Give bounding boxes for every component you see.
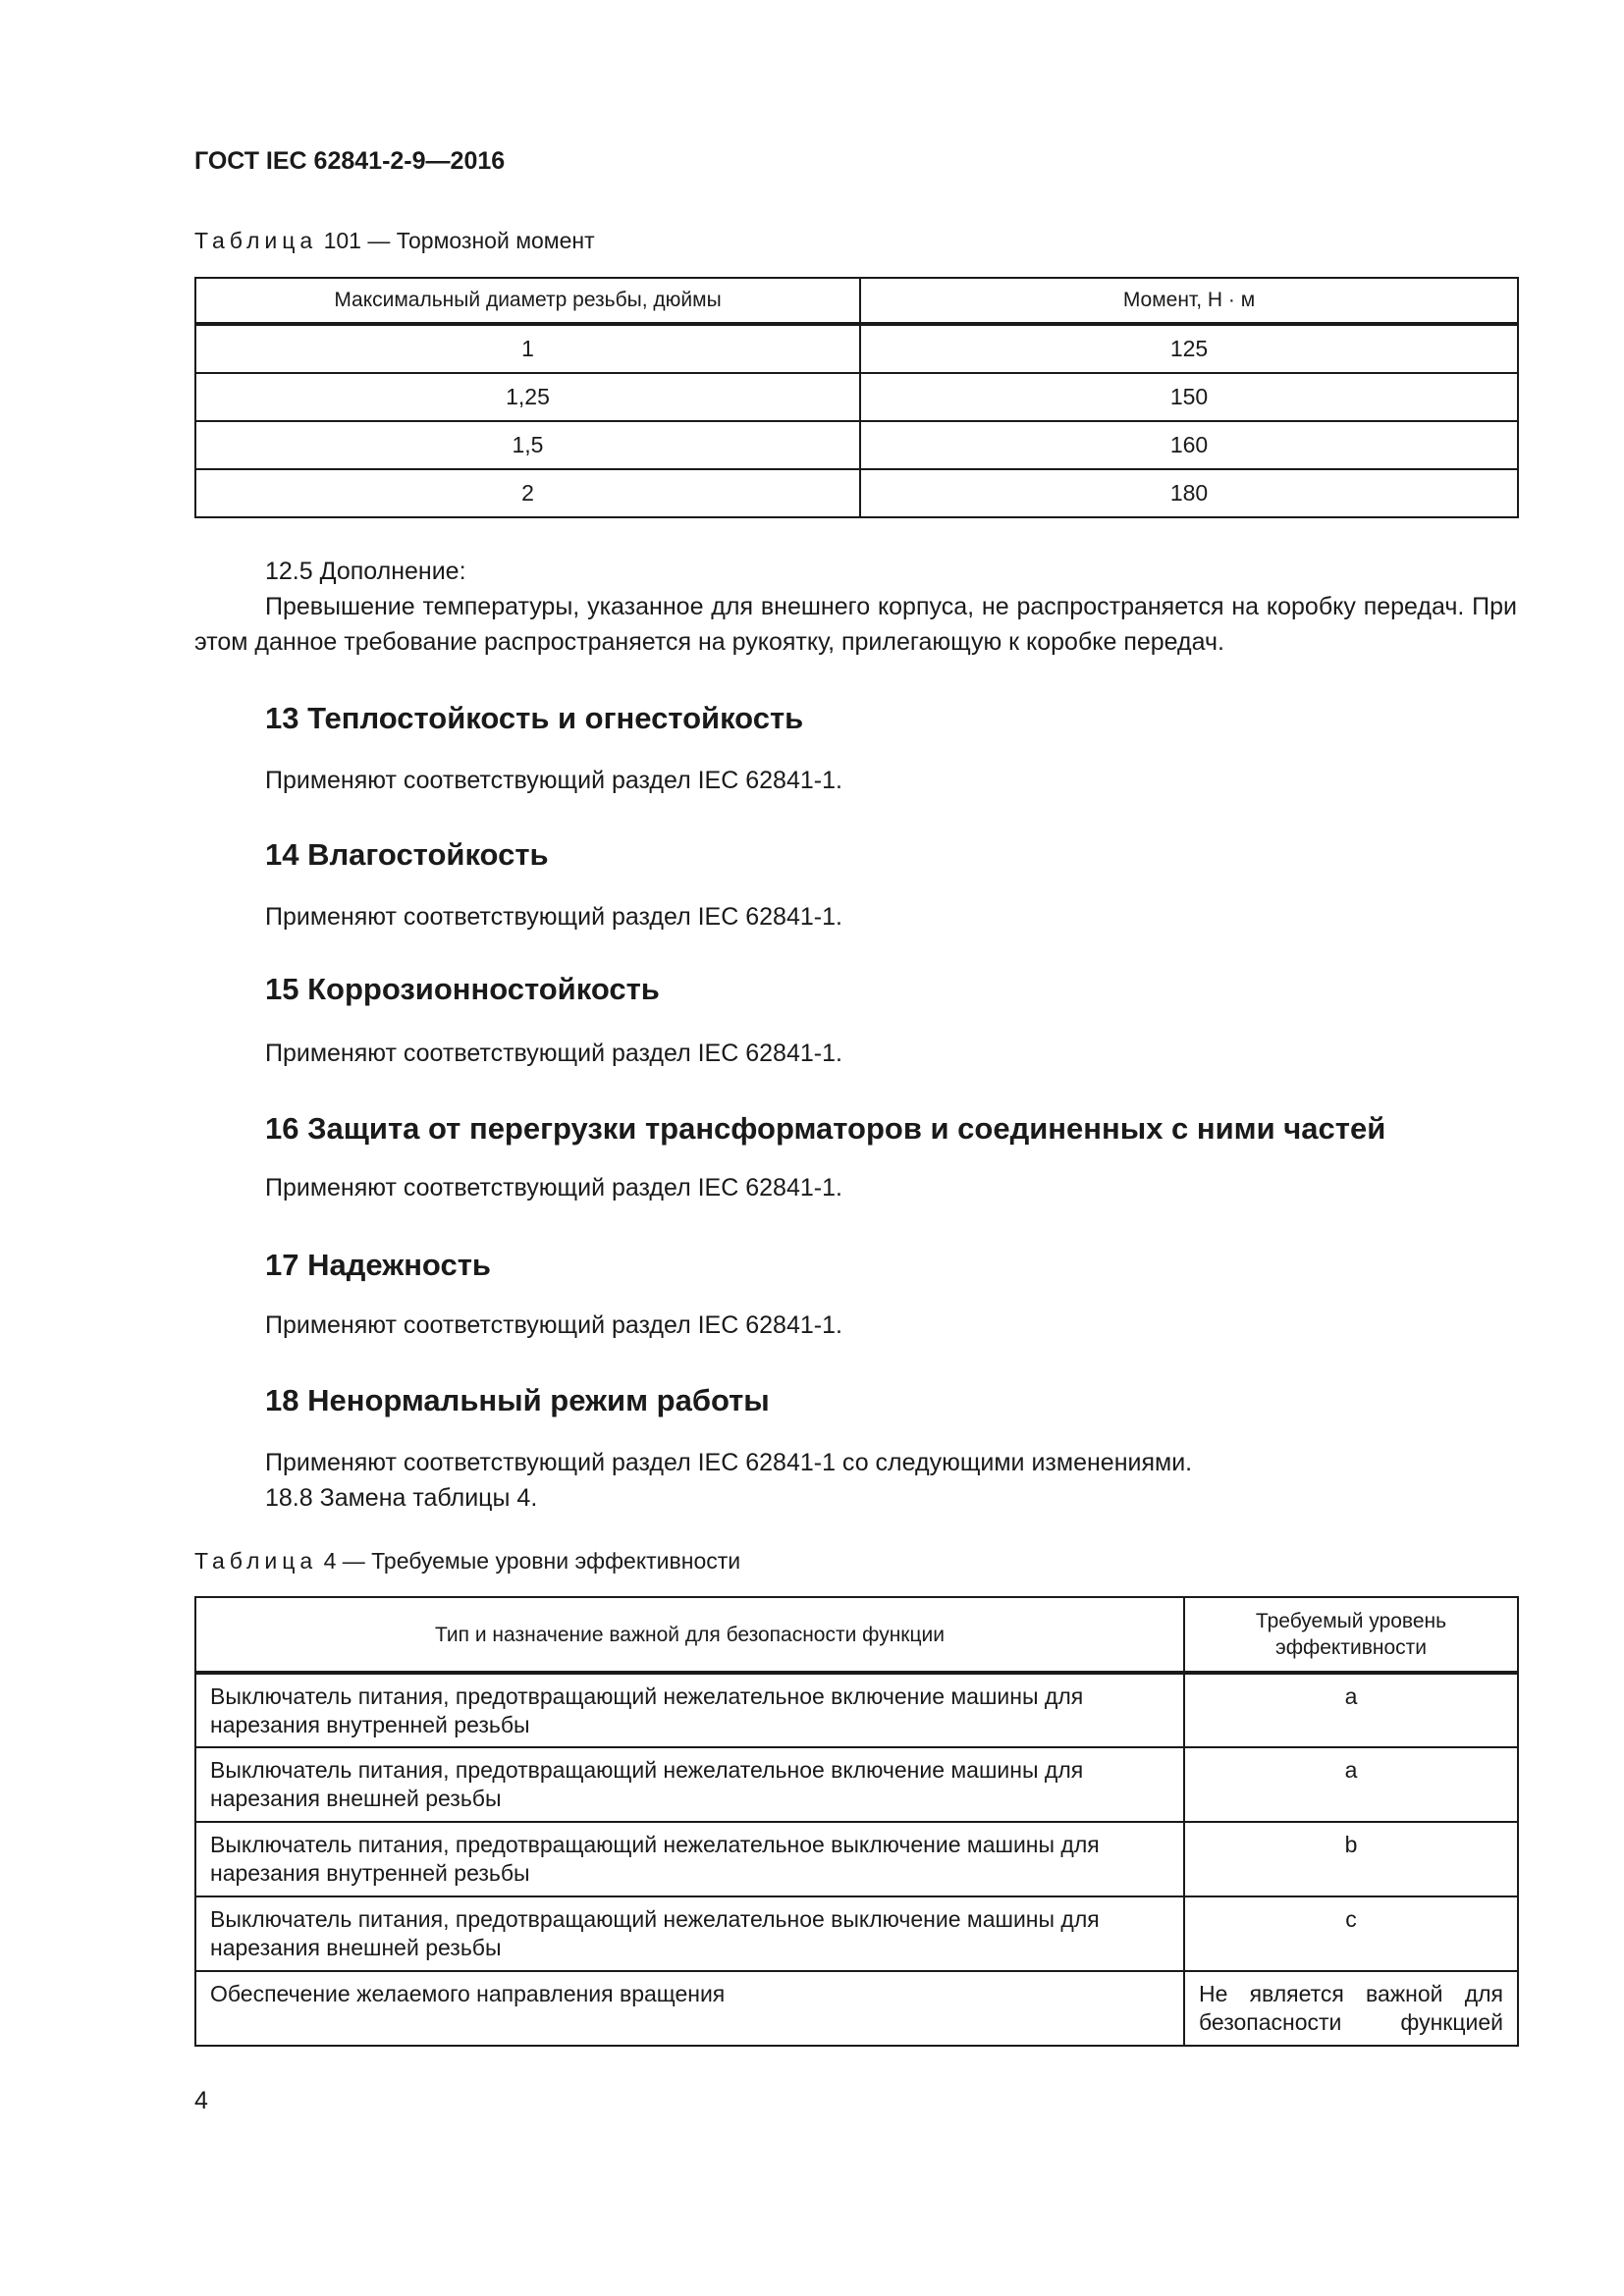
section-17-body: Применяют соответствующий раздел IEC 62841-1. xyxy=(265,1311,842,1339)
table-row xyxy=(195,1971,1518,2046)
section-16-body: Применяют соответствующий раздел IEC 62841-1. xyxy=(265,1174,842,1201)
section-18-body: Применяют соответствующий раздел IEC 62841-1 со следующими изменениями. xyxy=(265,1449,1193,1476)
table-101-caption xyxy=(194,228,595,254)
page-number: 4 xyxy=(194,2087,208,2114)
section-13-body: Применяют соответствующий раздел IEC 62841-1. xyxy=(265,767,842,794)
table-cell: Выключатель питания, предотвращающий нежелательное включение машины для нарезания внешней резьбы xyxy=(195,1747,1184,1822)
table-cell: b xyxy=(1184,1822,1518,1896)
clause-12-5-text: Превышение температуры, указанное для внешнего корпуса, не распространяется на коробку передач. При этом данное требование распространяется на рукоятку, прилегающую к коробке передач. xyxy=(194,593,1517,656)
table-cell: Обеспечение желаемого направления вращения xyxy=(195,1971,1184,2046)
table-4 xyxy=(194,1596,1519,2047)
table-101-header-diameter: Максимальный диаметр резьбы, дюймы xyxy=(195,278,860,324)
table-cell: Выключатель питания, предотвращающий нежелательное включение машины для нарезания внутренней резьбы xyxy=(195,1673,1184,1747)
table-cell: 1,25 xyxy=(195,373,860,421)
table-101-caption-word: Таблица xyxy=(194,228,318,253)
table-cell: a xyxy=(1184,1673,1518,1747)
section-17-heading: 17 Надежность xyxy=(265,1248,491,1282)
table-row xyxy=(195,1822,1518,1896)
section-18-heading: 18 Ненормальный режим работы xyxy=(265,1383,770,1417)
table-4-caption-text: 4 — Требуемые уровни эффективности xyxy=(323,1548,741,1574)
table-4-header-level: Требуемый уровень эффективности xyxy=(1184,1597,1518,1673)
table-4-header-function: Тип и назначение важной для безопасности функции xyxy=(195,1597,1184,1673)
section-15-body: Применяют соответствующий раздел IEC 62841-1. xyxy=(265,1040,842,1067)
table-row xyxy=(195,373,1518,421)
clause-12-5-title: 12.5 Дополнение: xyxy=(265,558,466,585)
section-18-8-line: 18.8 Замена таблицы 4. xyxy=(265,1484,538,1512)
section-15-heading: 15 Коррозионностойкость xyxy=(265,972,660,1006)
table-cell: 180 xyxy=(860,469,1518,517)
table-4-caption-word: Таблица xyxy=(194,1548,318,1574)
table-cell: Выключатель питания, предотвращающий нежелательное выключение машины для нарезания внешней резьбы xyxy=(195,1896,1184,1971)
table-row xyxy=(195,1747,1518,1822)
table-101-header-torque: Момент, Н · м xyxy=(860,278,1518,324)
standard-header: ГОСТ IEC 62841-2-9—2016 xyxy=(194,147,506,175)
section-14-heading: 14 Влагостойкость xyxy=(265,837,549,872)
table-cell: 125 xyxy=(860,324,1518,373)
table-101 xyxy=(194,277,1519,518)
table-cell: 1,5 xyxy=(195,421,860,469)
table-4-caption xyxy=(194,1548,740,1575)
table-cell: c xyxy=(1184,1896,1518,1971)
clause-12-5 xyxy=(194,554,1517,660)
table-row xyxy=(195,421,1518,469)
table-cell: Не является важной для безопасности функцией xyxy=(1184,1971,1518,2046)
table-cell: 1 xyxy=(195,324,860,373)
table-row xyxy=(195,1896,1518,1971)
table-header-row xyxy=(195,278,1518,324)
table-cell: a xyxy=(1184,1747,1518,1822)
table-cell: Выключатель питания, предотвращающий нежелательное выключение машины для нарезания внутренней резьбы xyxy=(195,1822,1184,1896)
table-101-caption-text: 101 — Тормозной момент xyxy=(323,228,595,253)
table-cell: 2 xyxy=(195,469,860,517)
section-13-heading: 13 Теплостойкость и огнестойкость xyxy=(265,701,804,735)
table-row xyxy=(195,324,1518,373)
table-row xyxy=(195,1673,1518,1747)
table-header-row xyxy=(195,1597,1518,1673)
table-cell: 160 xyxy=(860,421,1518,469)
section-14-body: Применяют соответствующий раздел IEC 62841-1. xyxy=(265,903,842,931)
section-16-heading: 16 Защита от перегрузки трансформаторов и соединенных с ними частей xyxy=(265,1111,1386,1146)
table-row xyxy=(195,469,1518,517)
table-cell: 150 xyxy=(860,373,1518,421)
